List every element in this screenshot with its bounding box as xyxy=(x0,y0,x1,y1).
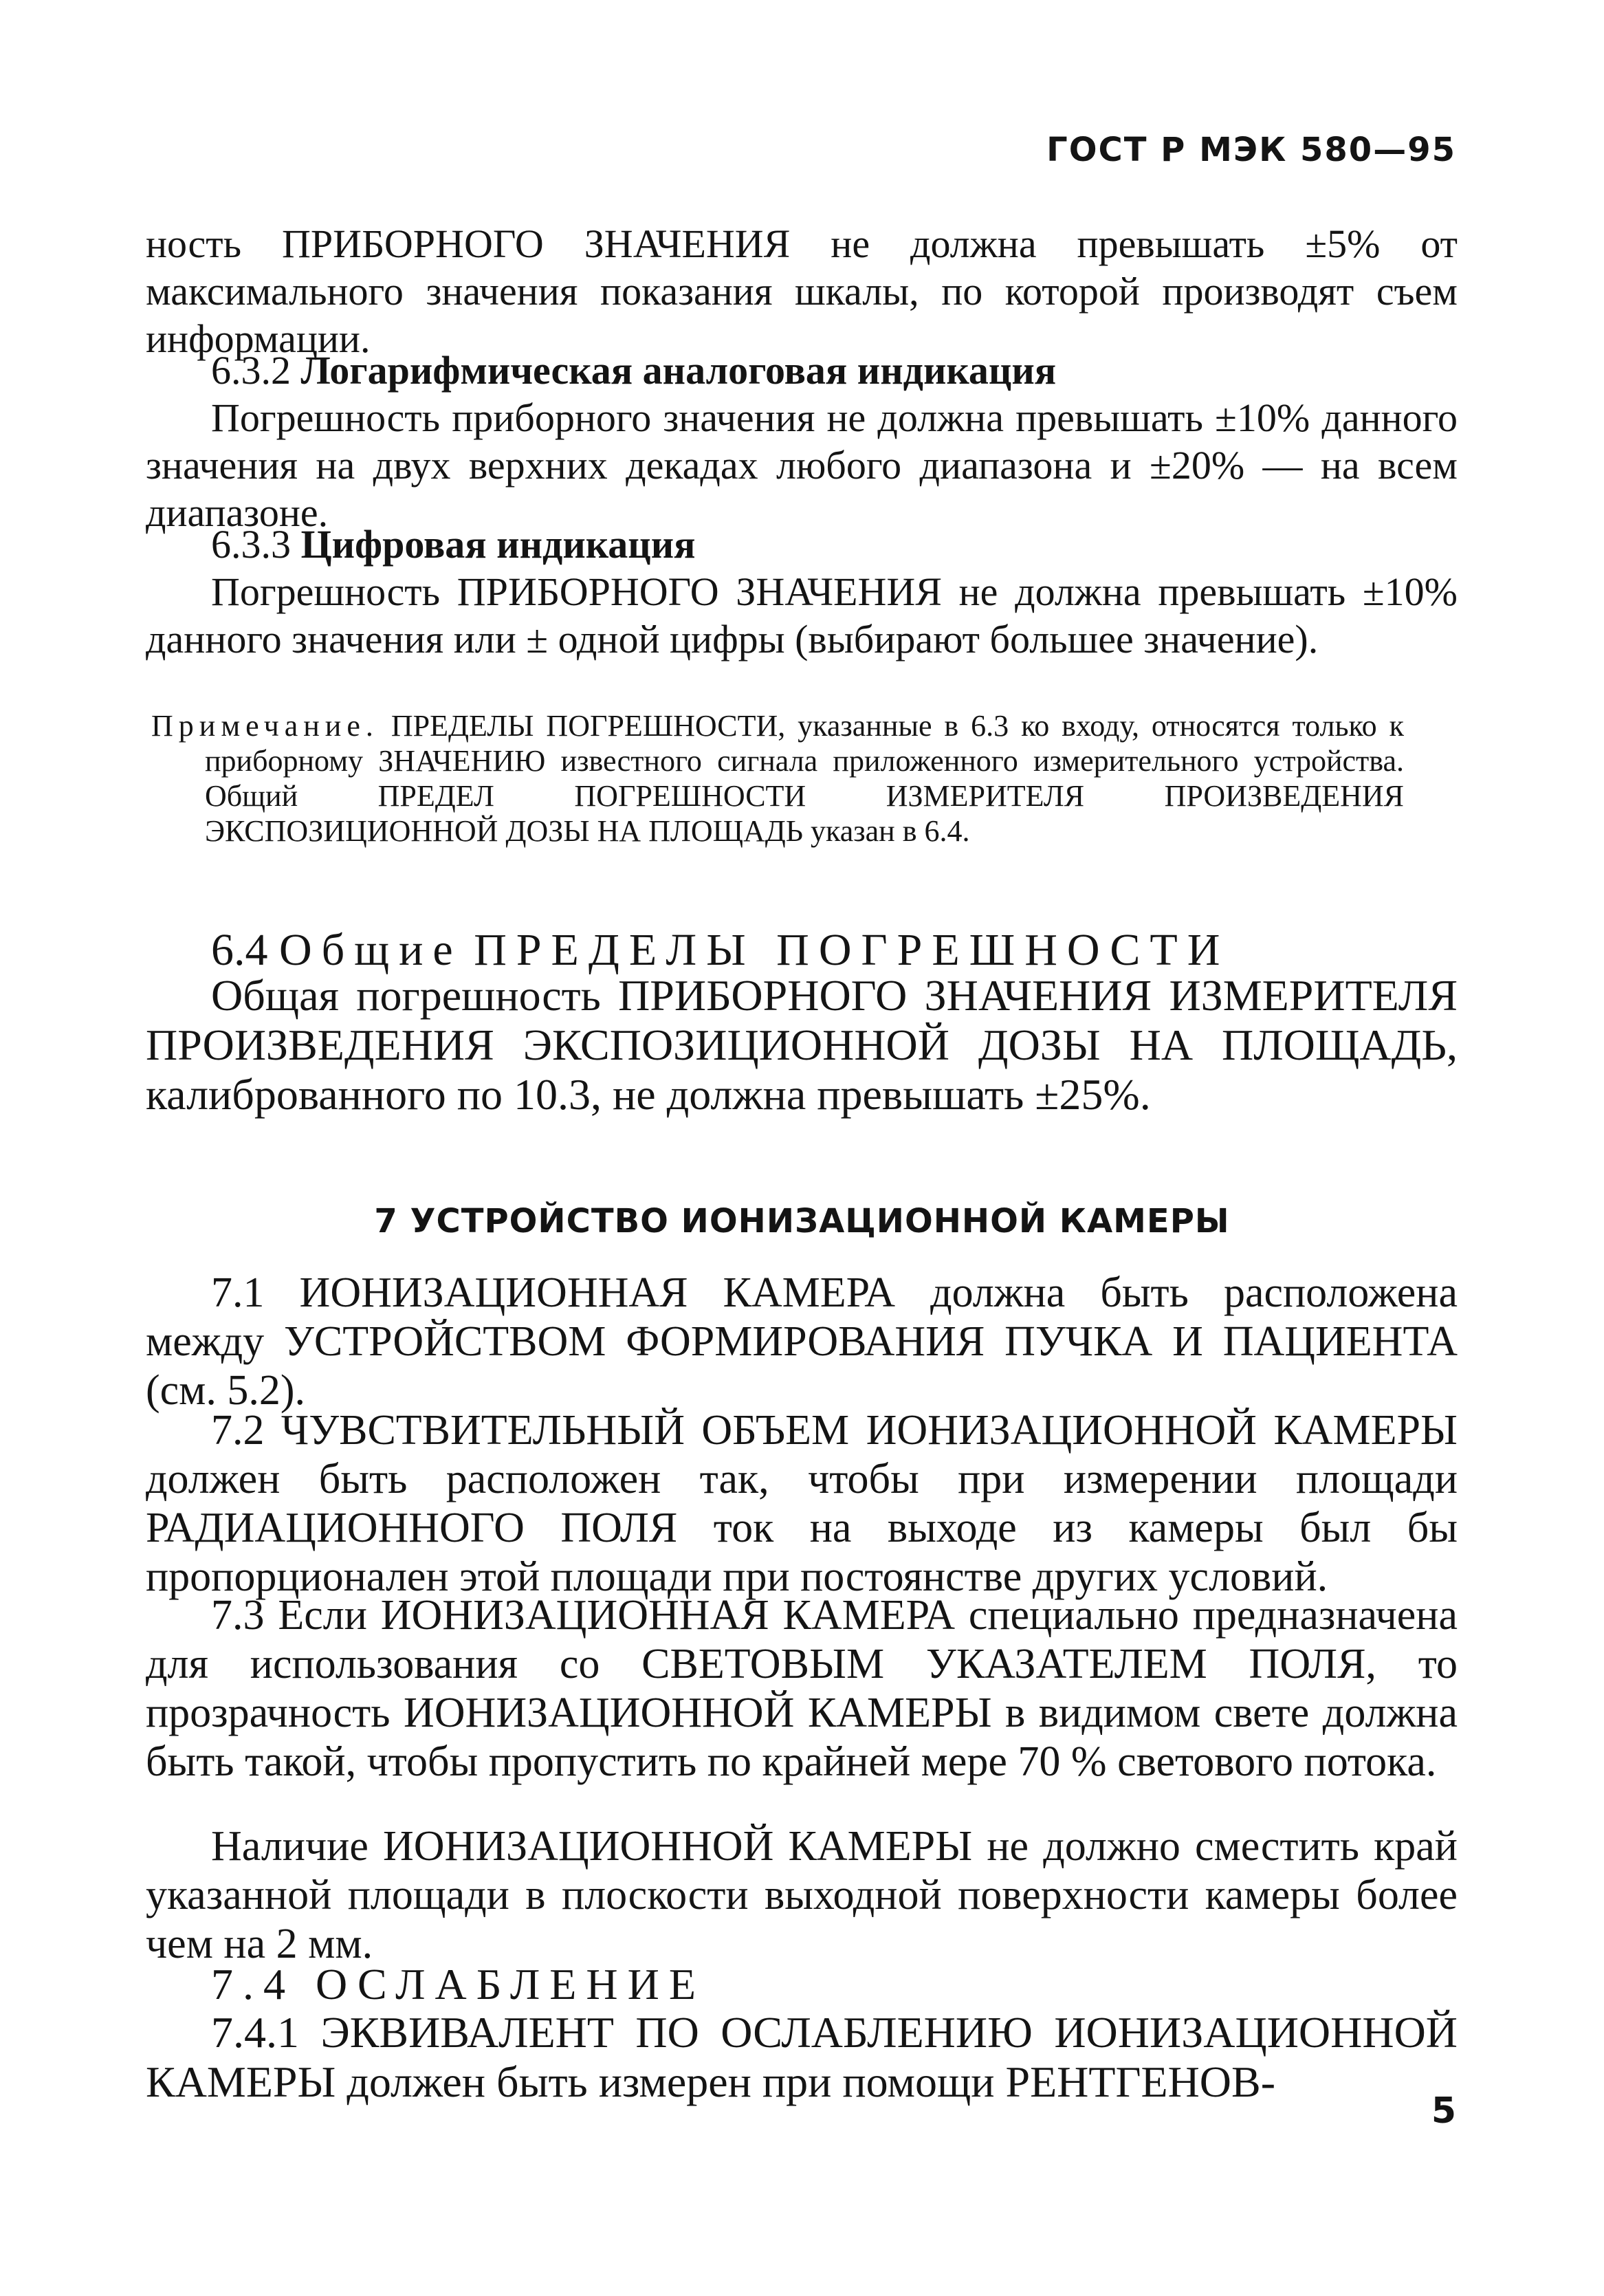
note-label: Примечание. xyxy=(151,709,379,743)
note-text: ПРЕДЕЛЫ ПОГРЕШНОСТИ, указанные в 6.3 ко входу, относятся только к приборному ЗНАЧЕНИЮ известного сигнала приложенного измерительного устройства. Общий ПРЕДЕЛ ПОГРЕШНОСТИ ИЗМЕРИТЕЛЯ ПРОИЗВЕДЕНИЯ ЭКСПОЗИЦИОННОЙ ДОЗЫ НА ПЛОЩАДЬ указан в 6.4. xyxy=(205,709,1404,848)
section-7-heading: 7 УСТРОЙСТВО ИОНИЗАЦИОННОЙ КАМЕРЫ xyxy=(374,1202,1230,1240)
section-title: Цифровая индикация xyxy=(300,522,696,567)
paragraph-7-3-continued: Наличие ИОНИЗАЦИОННОЙ КАМЕРЫ не должно сместить край указанной площади в плоскости выходной поверхности камеры более чем на 2 мм. xyxy=(146,1823,1458,1967)
section-number: 6.3.2 xyxy=(211,348,291,393)
section-6-3-3 xyxy=(146,521,1458,568)
section-6-4 xyxy=(146,925,1458,976)
section-6-3-2 xyxy=(146,347,1458,394)
note xyxy=(151,708,1404,849)
section-title-word: Общие xyxy=(279,925,463,975)
paragraph-continuation: ность ПРИБОРНОГО ЗНАЧЕНИЯ не должна превышать ±5% от максимального значения показания шкалы, по которой производят съем информации. xyxy=(146,221,1458,361)
paragraph-6-3-2: Погрешность приборного значения не должна превышать ±10% данного значения на двух верхних декадах любого диапазона и ±20% — на всем диапазоне. xyxy=(146,395,1458,535)
document-header: ГОСТ Р МЭК 580—95 xyxy=(1046,131,1456,169)
section-number: 6.4 xyxy=(211,925,268,975)
paragraph-6-4: Общая погрешность ПРИБОРНОГО ЗНАЧЕНИЯ ИЗМЕРИТЕЛЯ ПРОИЗВЕДЕНИЯ ЭКСПОЗИЦИОННОЙ ДОЗЫ НА ПЛОЩАДЬ, калиброванного по 10.3, не должна превышать ±25%. xyxy=(146,971,1458,1119)
page-number: 5 xyxy=(1431,2090,1456,2132)
section-7-4-title: 7.4 ОСЛАБЛЕНИЕ xyxy=(211,1960,705,2009)
section-number: 6.3.3 xyxy=(211,522,291,567)
section-title: Логарифмическая аналоговая индикация xyxy=(300,348,1057,393)
paragraph-6-3-3: Погрешность ПРИБОРНОГО ЗНАЧЕНИЯ не должна превышать ±10% данного значения или ± одной цифры (выбирают большее значение). xyxy=(146,569,1458,662)
paragraph-7-2: 7.2 ЧУВСТВИТЕЛЬНЫЙ ОБЪЕМ ИОНИЗАЦИОННОЙ КАМЕРЫ должен быть расположен так, чтобы при измерении площади РАДИАЦИОННОГО ПОЛЯ ток на выходе из камеры был бы пропорционален этой площади при постоянстве других условий. xyxy=(146,1407,1458,1600)
paragraph-7-3: 7.3 Если ИОНИЗАЦИОННАЯ КАМЕРА специально предназначена для использования со СВЕТОВЫМ УКАЗАТЕЛЕМ ПОЛЯ, то прозрачность ИОНИЗАЦИОННОЙ КАМЕРЫ в видимом свете должна быть такой, чтобы пропустить по крайней мере 70 % светового потока. xyxy=(146,1592,1458,1785)
paragraph-7-4-1: 7.4.1 ЭКВИВАЛЕНТ ПО ОСЛАБЛЕНИЮ ИОНИЗАЦИОННОЙ КАМЕРЫ должен быть измерен при помощи РЕНТГЕНОВ- xyxy=(146,2008,1458,2106)
paragraph-7-1: 7.1 ИОНИЗАЦИОННАЯ КАМЕРА должна быть расположена между УСТРОЙСТВОМ ФОРМИРОВАНИЯ ПУЧКА И ПАЦИЕНТА (см. 5.2). xyxy=(146,1269,1458,1414)
section-title-caps: ПРЕДЕЛЫ ПОГРЕШНОСТИ xyxy=(474,925,1230,975)
